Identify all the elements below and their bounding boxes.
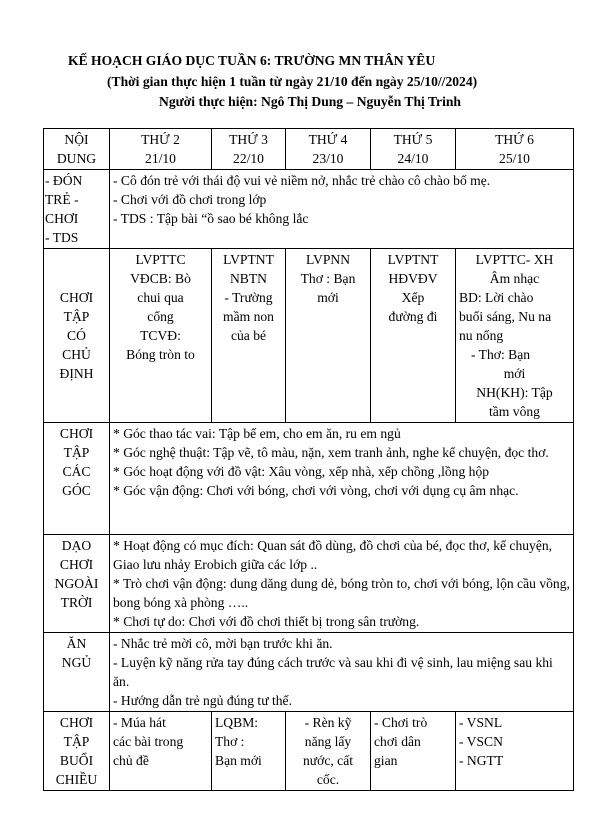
header-content-line: DUNG (56, 151, 97, 166)
cell-line: BD: Lời chào (459, 290, 534, 305)
afternoon-thursday (371, 712, 456, 791)
cell-line: buổi sáng, Nu na (459, 309, 552, 324)
list-item: * Góc nghệ thuật: Tập vẽ, tô màu, nặn, xem tranh ảnh, nghe kể chuyện, đọc thơ. (113, 445, 549, 460)
cell-line: gian (374, 753, 398, 768)
cell-line: Bóng tròn to (126, 347, 195, 362)
list-item: - Nhắc trẻ mời cô, mời bạn trước khi ăn. (113, 636, 333, 651)
corners-content (110, 423, 574, 535)
header-content-cell (44, 129, 110, 170)
label-line: TẬP (63, 734, 90, 749)
row-label-focused-play (44, 249, 110, 423)
cell-line: LVPTNT (223, 252, 274, 267)
row-label-welcome (44, 170, 110, 249)
table-row-outdoor (44, 535, 574, 633)
table-header-row (44, 129, 574, 170)
label-line: ĐỊNH (59, 366, 94, 381)
row-label-meal-sleep (44, 633, 110, 712)
day-name: THỨ 5 (393, 132, 433, 147)
cell-line: TCVĐ: (140, 328, 181, 343)
label-line: - ĐÓN (45, 173, 83, 188)
label-line: GÓC (62, 483, 91, 498)
focused-wednesday (286, 249, 371, 423)
cell-line: Thơ : (215, 734, 245, 749)
table-row-focused-play (44, 249, 574, 423)
cell-line: Âm nhạc (489, 271, 540, 286)
list-item: * Hoạt động có mục đích: Quan sát đồ dùng, đồ chơi của bé, đọc thơ, kể chuyện, Giao lưu nhảy Erobich giữa các lớp .. (113, 538, 553, 572)
label-line: CHƠI (59, 426, 94, 441)
cell-line: - Thơ: Bạn (471, 347, 531, 362)
label-line: CHƠI (59, 557, 94, 572)
cell-line: mới (503, 366, 526, 381)
list-item: - Chơi với đồ chơi trong lớp (113, 192, 267, 207)
cell-line: - Rèn kỹ (304, 715, 352, 730)
cell-line: năng lấy (304, 734, 352, 749)
label-line: CHƠI (59, 290, 94, 305)
label-line: TRỜI (60, 595, 93, 610)
cell-line: chủ đề (113, 753, 149, 768)
label-line: CHƠI (45, 211, 79, 226)
cell-line: LQBM: (215, 715, 259, 730)
afternoon-tuesday (212, 712, 286, 791)
focused-friday (456, 249, 574, 423)
cell-line: các bài trong (113, 734, 184, 749)
cell-line: NH(KH): Tập (476, 385, 553, 400)
cell-line: tầm vông (489, 404, 540, 419)
list-item: - Luyện kỹ năng rửa tay đúng cách trước và sau khi đi vệ sinh, lau miệng sau khi ăn. (113, 655, 553, 689)
label-line: TẬP (63, 309, 90, 324)
table-row-meal-sleep (44, 633, 574, 712)
list-item: * Góc vận động: Chơi với bóng, chơi với vòng, chơi với dụng cụ âm nhạc. (113, 483, 519, 498)
cell-line: - VSNL (459, 715, 503, 730)
cell-line: cổng (147, 309, 174, 324)
meal-sleep-content (110, 633, 574, 712)
cell-line: của bé (230, 328, 267, 343)
focused-monday (110, 249, 212, 423)
row-label-afternoon (44, 712, 110, 791)
cell-line: cốc. (316, 772, 340, 787)
cell-line: - NGTT (459, 753, 504, 768)
cell-line: mới (317, 290, 339, 305)
focused-tuesday (212, 249, 286, 423)
cell-line: Xếp (401, 290, 425, 305)
header-day-monday (110, 129, 212, 170)
cell-line: LVPTNT (387, 252, 439, 267)
list-item: - Cô đón trẻ với thái độ vui vẻ niềm nở, nhắc trẻ chào cô chào bố mẹ. (113, 173, 491, 188)
header-day-tuesday (212, 129, 286, 170)
document-title: KẾ HOẠCH GIÁO DỤC TUẦN 6: TRƯỜNG MN THÂN YÊU (68, 53, 436, 68)
label-line: NGOÀI (54, 576, 99, 591)
header-day-thursday (371, 129, 456, 170)
label-line: NGỦ (61, 655, 92, 670)
cell-line: đường đi (388, 309, 438, 324)
label-line: BUỔI (59, 753, 94, 768)
label-line: CÓ (67, 328, 86, 343)
cell-line: HĐVĐV (388, 271, 438, 286)
afternoon-monday (110, 712, 212, 791)
list-item: - TDS : Tập bài “ồ sao bé không lắc (113, 211, 309, 226)
cell-line: LVPTTC (135, 252, 186, 267)
day-name: THỨ 3 (229, 132, 268, 147)
row-label-corners (44, 423, 110, 535)
day-date: 21/10 (145, 151, 176, 166)
cell-line: NBTN (229, 271, 267, 286)
welcome-content (110, 170, 574, 249)
cell-line: chui qua (137, 290, 184, 305)
cell-line: Thơ : Bạn (300, 271, 356, 286)
cell-line: VĐCB: Bò (130, 271, 191, 286)
cell-line: LVPNN (305, 252, 351, 267)
row-label-outdoor (44, 535, 110, 633)
list-item: * Góc thao tác vai: Tập bế em, cho em ăn, ru em ngủ (113, 426, 401, 441)
cell-line: - VSCN (459, 734, 503, 749)
table-row-corners (44, 423, 574, 535)
list-item: * Chơi tự do: Chơi với đồ chơi thiết bị trong sân trường. (113, 614, 420, 629)
document-authors: Người thực hiện: Ngô Thị Dung – Nguyễn Thị Trinh (159, 94, 461, 109)
day-name: THỨ 4 (308, 132, 348, 147)
label-line: TRẺ - (45, 192, 79, 207)
cell-line: chơi dân (374, 734, 421, 749)
cell-line: - Múa hát (113, 715, 166, 730)
list-item: * Trò chơi vận động: dung dăng dung dẻ, bóng tròn to, chơi với bóng, lộn cầu vồng, bong bóng xà phòng ….. (113, 576, 570, 610)
label-line: ĂN (66, 636, 87, 651)
weekly-plan-table (43, 128, 574, 791)
table-row-welcome (44, 170, 574, 249)
header-content-line: NỘI (64, 132, 89, 147)
day-name: THỨ 2 (141, 132, 180, 147)
list-item: - Hướng dẫn trẻ ngủ đúng tư thế. (113, 693, 292, 708)
day-date: 22/10 (233, 151, 264, 166)
label-line: CHIỀU (55, 772, 98, 787)
day-date: 24/10 (397, 151, 429, 166)
cell-line: nước, cất (302, 753, 354, 768)
outdoor-content (110, 535, 574, 633)
document-time-range: (Thời gian thực hiện 1 tuần từ ngày 21/10 đến ngày 25/10//2024) (107, 74, 478, 89)
header-day-wednesday (286, 129, 371, 170)
cell-line: LVPTTC- XH (475, 252, 554, 267)
cell-line: Bạn mới (215, 753, 262, 768)
cell-line: nu nống (459, 328, 504, 343)
label-line: TẬP (63, 445, 90, 460)
focused-thursday (371, 249, 456, 423)
header-day-friday (456, 129, 574, 170)
list-item: * Góc hoạt động với đồ vật: Xâu vòng, xếp nhà, xếp chồng ,lồng hộp (113, 464, 490, 479)
cell-line: - Trường (224, 290, 273, 305)
label-line: CHỦ (62, 347, 91, 362)
day-date: 25/10 (499, 151, 530, 166)
day-date: 23/10 (312, 151, 344, 166)
cell-line: - Chơi trò (374, 715, 428, 730)
afternoon-wednesday (286, 712, 371, 791)
label-line: CÁC (62, 464, 91, 479)
label-line: DẠO (61, 538, 92, 553)
label-line: CHƠI (59, 715, 94, 730)
label-line: - TDS (45, 230, 79, 245)
table-row-afternoon (44, 712, 574, 791)
afternoon-friday (456, 712, 574, 791)
cell-line: mầm non (223, 309, 274, 324)
day-name: THỨ 6 (495, 132, 534, 147)
